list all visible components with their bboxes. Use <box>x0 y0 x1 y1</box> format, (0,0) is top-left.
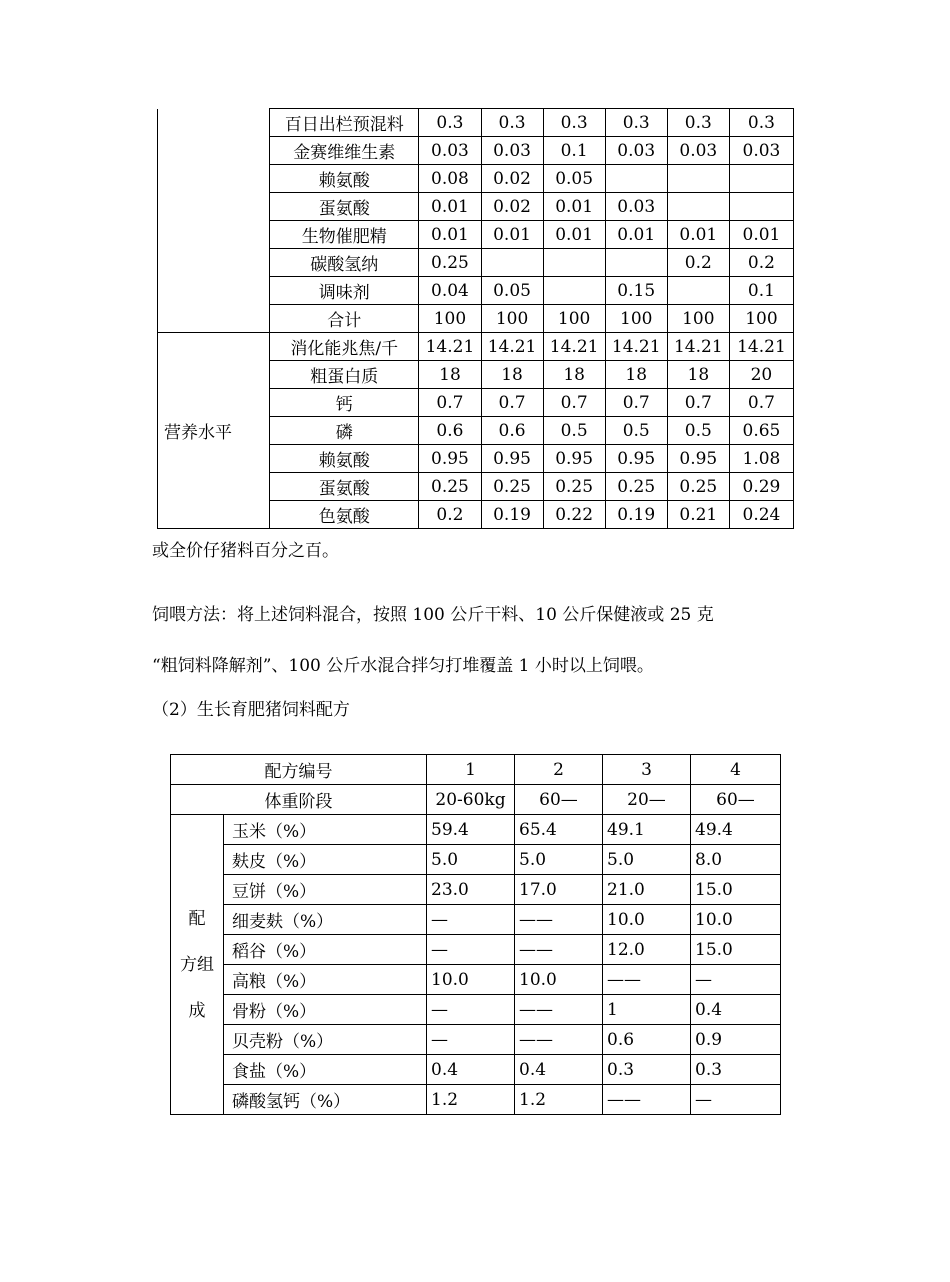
row-label: 赖氨酸 <box>270 445 419 473</box>
value-cell: 100 <box>729 305 793 333</box>
value-cell <box>543 249 605 277</box>
value-cell: 0.03 <box>481 137 543 165</box>
value-cell: 5.0 <box>603 845 691 875</box>
value-cell: — <box>427 935 515 965</box>
value-cell: 0.01 <box>605 221 667 249</box>
value-cell: —— <box>603 1085 691 1115</box>
table-row <box>171 815 781 845</box>
value-cell: 0.3 <box>603 1055 691 1085</box>
value-cell: 5.0 <box>515 845 603 875</box>
value-cell: 0.29 <box>729 473 793 501</box>
value-cell: — <box>427 905 515 935</box>
value-cell: 49.1 <box>603 815 691 845</box>
header-row <box>171 755 781 785</box>
section-heading: （2）生长育肥猪饲料配方 <box>152 700 350 720</box>
row-label: 赖氨酸 <box>270 165 419 193</box>
row-label: 蛋氨酸 <box>270 473 419 501</box>
table-row <box>158 333 794 361</box>
value-cell: —— <box>515 935 603 965</box>
value-cell: 49.4 <box>691 815 781 845</box>
ingredient-label: 磷酸氢钙（%） <box>224 1085 427 1115</box>
value-cell: 0.25 <box>419 473 481 501</box>
value-cell: 18 <box>481 361 543 389</box>
value-cell: 0.6 <box>419 417 481 445</box>
value-cell: 18 <box>667 361 729 389</box>
value-cell: 15.0 <box>691 935 781 965</box>
row-label: 蛋氨酸 <box>270 193 419 221</box>
value-cell: 0.7 <box>419 389 481 417</box>
value-cell: 100 <box>481 305 543 333</box>
value-cell: 0.25 <box>481 473 543 501</box>
table-row <box>171 875 781 905</box>
value-cell: 1.2 <box>515 1085 603 1115</box>
value-cell: 0.7 <box>481 389 543 417</box>
value-cell: 100 <box>605 305 667 333</box>
value-cell: 0.02 <box>481 165 543 193</box>
group-label-line: 成 <box>188 1000 206 1021</box>
value-cell: 15.0 <box>691 875 781 905</box>
table-row <box>171 1025 781 1055</box>
value-cell: 0.6 <box>603 1025 691 1055</box>
value-cell: 1 <box>603 995 691 1025</box>
table-row <box>171 995 781 1025</box>
value-cell: 0.08 <box>419 165 481 193</box>
value-cell: 8.0 <box>691 845 781 875</box>
value-cell: 0.3 <box>605 109 667 137</box>
value-cell: 14.21 <box>543 333 605 361</box>
value-cell: 0.3 <box>729 109 793 137</box>
value-cell: 14.21 <box>419 333 481 361</box>
value-cell: 0.04 <box>419 277 481 305</box>
weight-stage: 60— <box>515 785 603 815</box>
value-cell: 0.02 <box>481 193 543 221</box>
value-cell: 0.95 <box>605 445 667 473</box>
value-cell: 10.0 <box>427 965 515 995</box>
value-cell: 0.03 <box>667 137 729 165</box>
value-cell: — <box>691 1085 781 1115</box>
value-cell: —— <box>515 1025 603 1055</box>
row-label: 消化能兆焦/千 <box>270 333 419 361</box>
grower-finisher-formula-table <box>170 754 781 1115</box>
row-label: 百日出栏预混料 <box>270 109 419 137</box>
table-row <box>171 1085 781 1115</box>
value-cell: 0.05 <box>481 277 543 305</box>
value-cell: 0.5 <box>605 417 667 445</box>
ingredient-label: 骨粉（%） <box>224 995 427 1025</box>
value-cell: 100 <box>667 305 729 333</box>
value-cell: 0.3 <box>481 109 543 137</box>
value-cell <box>543 277 605 305</box>
value-cell: 59.4 <box>427 815 515 845</box>
value-cell: 0.21 <box>667 501 729 529</box>
value-cell: 21.0 <box>603 875 691 905</box>
value-cell: 0.4 <box>515 1055 603 1085</box>
row-label: 合计 <box>270 305 419 333</box>
table-row <box>171 905 781 935</box>
value-cell: 1.2 <box>427 1085 515 1115</box>
value-cell: 0.2 <box>729 249 793 277</box>
row-label: 生物催肥精 <box>270 221 419 249</box>
value-cell: 0.5 <box>543 417 605 445</box>
formula-composition-group <box>171 815 224 1115</box>
ingredient-label: 麸皮（%） <box>224 845 427 875</box>
value-cell: 23.0 <box>427 875 515 905</box>
value-cell: 14.21 <box>729 333 793 361</box>
value-cell: — <box>427 1025 515 1055</box>
row-label: 钙 <box>270 389 419 417</box>
weight-stage: 60— <box>691 785 781 815</box>
value-cell: 0.95 <box>667 445 729 473</box>
value-cell: 0.25 <box>419 249 481 277</box>
row-label: 磷 <box>270 417 419 445</box>
weight-stage: 20— <box>603 785 691 815</box>
text-line-3: “粗饲料降解剂”、100 公斤水混合拌匀打堆覆盖 1 小时以上饲喂。 <box>152 656 654 676</box>
value-cell: 0.03 <box>605 193 667 221</box>
table-row <box>171 935 781 965</box>
value-cell: 0.05 <box>543 165 605 193</box>
value-cell <box>667 277 729 305</box>
value-cell: 0.4 <box>427 1055 515 1085</box>
value-cell: 100 <box>419 305 481 333</box>
value-cell: 18 <box>605 361 667 389</box>
value-cell: 1.08 <box>729 445 793 473</box>
value-cell: 18 <box>543 361 605 389</box>
value-cell: 0.6 <box>481 417 543 445</box>
text-line-2: 饲喂方法：将上述饲料混合，按照 100 公斤干料、10 公斤保健液或 25 克 <box>152 605 714 625</box>
weight-stage-label: 体重阶段 <box>171 785 427 815</box>
value-cell: —— <box>515 905 603 935</box>
value-cell: 0.95 <box>419 445 481 473</box>
value-cell: 0.1 <box>543 137 605 165</box>
value-cell: 0.15 <box>605 277 667 305</box>
group-label-line: 方组 <box>180 954 214 975</box>
value-cell: 0.2 <box>667 249 729 277</box>
value-cell: 0.65 <box>729 417 793 445</box>
ingredient-label: 豆饼（%） <box>224 875 427 905</box>
value-cell: 18 <box>419 361 481 389</box>
formula-number: 4 <box>691 755 781 785</box>
value-cell: 0.01 <box>543 193 605 221</box>
row-label: 调味剂 <box>270 277 419 305</box>
row-label: 金赛维维生素 <box>270 137 419 165</box>
value-cell: 100 <box>543 305 605 333</box>
value-cell: 0.19 <box>605 501 667 529</box>
group-cell-blank <box>158 109 270 333</box>
value-cell: 0.1 <box>729 277 793 305</box>
value-cell: 0.3 <box>543 109 605 137</box>
ingredient-label: 稻谷（%） <box>224 935 427 965</box>
value-cell: 0.95 <box>481 445 543 473</box>
value-cell: 0.7 <box>667 389 729 417</box>
value-cell: 0.25 <box>667 473 729 501</box>
value-cell: 10.0 <box>603 905 691 935</box>
table-row <box>171 845 781 875</box>
stage-row <box>171 785 781 815</box>
value-cell: 0.3 <box>667 109 729 137</box>
premix-nutrition-table <box>157 108 794 529</box>
value-cell: 0.01 <box>481 221 543 249</box>
value-cell: 0.22 <box>543 501 605 529</box>
value-cell: 20 <box>729 361 793 389</box>
table-row <box>171 965 781 995</box>
value-cell: 0.01 <box>667 221 729 249</box>
value-cell: 0.01 <box>729 221 793 249</box>
text-line-1: 或全价仔猪料百分之百。 <box>152 541 339 561</box>
value-cell: 12.0 <box>603 935 691 965</box>
value-cell: 0.19 <box>481 501 543 529</box>
group-label-line: 配 <box>188 908 206 929</box>
value-cell <box>605 165 667 193</box>
value-cell <box>729 193 793 221</box>
value-cell: 0.01 <box>419 193 481 221</box>
value-cell: — <box>427 995 515 1025</box>
ingredient-label: 食盐（%） <box>224 1055 427 1085</box>
row-label: 色氨酸 <box>270 501 419 529</box>
value-cell <box>667 193 729 221</box>
table-row <box>171 1055 781 1085</box>
value-cell: 0.01 <box>419 221 481 249</box>
value-cell: 0.24 <box>729 501 793 529</box>
value-cell: 0.03 <box>605 137 667 165</box>
ingredient-label: 玉米（%） <box>224 815 427 845</box>
value-cell: —— <box>603 965 691 995</box>
ingredient-label: 细麦麸（%） <box>224 905 427 935</box>
value-cell: 10.0 <box>691 905 781 935</box>
value-cell: 0.7 <box>729 389 793 417</box>
value-cell: 0.7 <box>605 389 667 417</box>
value-cell: — <box>691 965 781 995</box>
value-cell: 0.5 <box>667 417 729 445</box>
value-cell: 14.21 <box>667 333 729 361</box>
value-cell: 5.0 <box>427 845 515 875</box>
formula-number: 3 <box>603 755 691 785</box>
ingredient-label: 高粮（%） <box>224 965 427 995</box>
value-cell: 14.21 <box>481 333 543 361</box>
table-row <box>158 109 794 137</box>
value-cell: 0.3 <box>691 1055 781 1085</box>
value-cell: 0.01 <box>543 221 605 249</box>
value-cell: 0.9 <box>691 1025 781 1055</box>
value-cell: —— <box>515 995 603 1025</box>
value-cell: 0.03 <box>419 137 481 165</box>
value-cell: 0.4 <box>691 995 781 1025</box>
ingredient-label: 贝壳粉（%） <box>224 1025 427 1055</box>
value-cell: 0.7 <box>543 389 605 417</box>
group-cell-nutrition: 营养水平 <box>158 333 270 529</box>
value-cell: 14.21 <box>605 333 667 361</box>
weight-stage: 20-60kg <box>427 785 515 815</box>
value-cell: 65.4 <box>515 815 603 845</box>
value-cell: 0.95 <box>543 445 605 473</box>
value-cell: 0.3 <box>419 109 481 137</box>
value-cell: 10.0 <box>515 965 603 995</box>
value-cell: 17.0 <box>515 875 603 905</box>
value-cell: 0.25 <box>605 473 667 501</box>
formula-number-label: 配方编号 <box>171 755 427 785</box>
value-cell: 0.25 <box>543 473 605 501</box>
value-cell <box>729 165 793 193</box>
formula-number: 2 <box>515 755 603 785</box>
formula-number: 1 <box>427 755 515 785</box>
value-cell <box>605 249 667 277</box>
row-label: 碳酸氢纳 <box>270 249 419 277</box>
value-cell <box>667 165 729 193</box>
row-label: 粗蛋白质 <box>270 361 419 389</box>
value-cell: 0.03 <box>729 137 793 165</box>
value-cell: 0.2 <box>419 501 481 529</box>
value-cell <box>481 249 543 277</box>
